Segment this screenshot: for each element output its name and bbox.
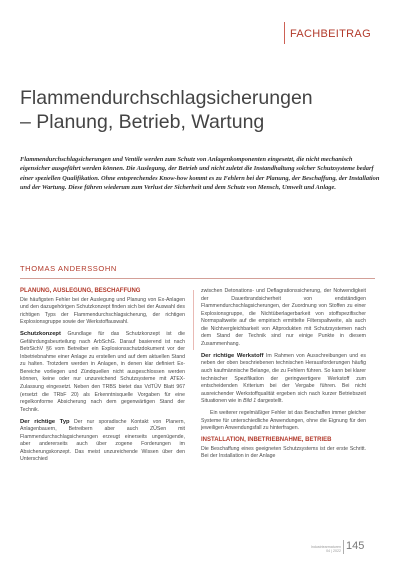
- lead-text: Flammendurchschlagsicherungen und Ventile werden zum Schutz von Anlagenkomponenten eingesetzt, die nicht mechanisch eigensicher ausgeführt werden können. Die Auslegung, der Betrieb und nicht zuletzt die Instandhaltung solcher Schutzsysteme bedarf einer speziellen Qualifikation. Ohne entsprechendes Know-how kommt es zu Fehlern bei der Planung, der Beschaffung, der Installation und der Wartung. Diese führen wiederum zum Verlust der Sicherheit und dem Schutz von Mensch, Umwelt und Anlage.: [20, 156, 380, 191]
- page-number: 145: [346, 540, 365, 552]
- author-divider: [20, 278, 375, 279]
- paragraph-text: Grundlage für das Schutzkonzept ist die Gefährdungsbeurteilung nach ArbSchG. Darauf basierend ist nach BetrSichV §6 vom Betreiber ein Explosionsschutzdokument vor der Inbetriebnahme einer Anlage zu erstellen und auf dem aktuellen Stand zu halten. Trotzdem werden in Anlagen, in denen klar definiert Ex-Bereiche vorliegen und Zündquellen nicht ausgeschlossen werden können, keine oder nur unzureichend Schutzsysteme mit ATEX-Zulassung eingesetzt. Neben den TRBS bietet das VdTÜV Blatt 967 (ersetzt die TRbF 20) als Erkenntnisquelle Vorgaben für eine regelkonforme Absicherung nach dem gegenwärtigen Stand der Technik.: [20, 331, 185, 413]
- paragraph-text: Im Rahmen von Ausschreibungen und es neben der oben beschriebenen technischen Herausforderungen häufig auch kaufmännische Belange, die zu Fehlern führen. So kann bei klarer technischer Spezifikation der geringwertigere Werkstoff zum entscheidenden Kriterium bei der Vergabe führen. Bei nicht ausreichender Werkstoffqualität ergeben sich nach kurzer Betriebszeit Situationen wie in: [201, 352, 366, 405]
- journal-issue: 04 | 2022: [326, 549, 341, 554]
- text-column-left: [20, 288, 185, 468]
- section-label: FACHBEITRAG: [290, 28, 371, 40]
- section-heading-planung: PLANUNG, AUSLEGUNG, BESCHAFFUNG: [20, 288, 141, 294]
- keyword: Der richtige Typ: [20, 418, 70, 425]
- journal-info: [306, 545, 341, 554]
- paragraph: Die Beschaffung eines geeigneten Schutzsystems ist der erste Schritt. Bei der Installation in der Anlage: [201, 445, 366, 460]
- paragraph-text: dargestellt.: [256, 398, 283, 405]
- paragraph: [201, 353, 366, 406]
- lead-paragraph: [20, 155, 380, 192]
- paragraph: [20, 419, 185, 464]
- keyword: Der richtige Werkstoff: [201, 352, 264, 359]
- paragraph-text: Der nur sporadische Kontakt von Planern, Anlagenbauern, Betreibern aber auch ZÜSen mit Flammendurchschlagsicherungen erzeugt einerseits ungenügende, aber andererseits auch über zogene Forderungen im Absicherungskonzept. Das meist unzureichende Wissen über den Unterschied: [20, 418, 185, 463]
- paragraph: Die häufigsten Fehler bei der Auslegung und Planung von Ex-Anlagen und den dazugehörigen Schutzkonzept finden sich bei der Auswahl des richtigen Typs der Flammendurchschlagsicherung, der richtigen Explosionsgruppe sowie der Werkstoffauswahl.: [20, 296, 185, 326]
- paragraph: zwischen Detonations- und Deflagrationssicherung, der Notwendigkeit der Dauerbrandsicherheit von endständigen Flammendurchschlagsicherungen, der Zuordnung von Stoffen zu einer Explosionsgruppe, die Nichtüberlagerbarkeit von stoffspezifischer Normspaltweite auf die empirisch ermittelte Filterspaltweite, als auch die Nichtvergleichbarkeit von Altprodukten mit Schutzsystemen nach dem Stand der Technik sind nur einige Punkte in diesem Zusammenhang.: [201, 288, 366, 347]
- journal-name: Industriearmaturen: [310, 545, 341, 549]
- paragraph: Ein weiterer regelmäßiger Fehler ist das Beschaffen immer gleicher Systeme für unterschiedliche Anwendungen, ohne die Eignung für den jeweiligen Anwendungsfall zu hinterfragen.: [201, 410, 366, 432]
- section-divider-line: [284, 22, 285, 44]
- title-line-2: – Planung, Betrieb, Wartung: [20, 111, 265, 133]
- paragraph: [20, 331, 185, 414]
- column-divider-line: [193, 290, 194, 350]
- article-title: [20, 86, 390, 134]
- section-heading-installation: INSTALLATION, INBETRIEBNAHME, BETRIEB: [201, 437, 332, 444]
- author-name: THOMAS ANDERSSOHN: [20, 264, 117, 273]
- text-column-right: [201, 288, 366, 465]
- keyword: Schutzkonzept: [20, 331, 61, 338]
- footer-divider-line: [343, 540, 344, 554]
- title-line-1: Flammendurchschlagsicherungen: [20, 87, 313, 109]
- figure-reference: Bild 1: [243, 398, 257, 405]
